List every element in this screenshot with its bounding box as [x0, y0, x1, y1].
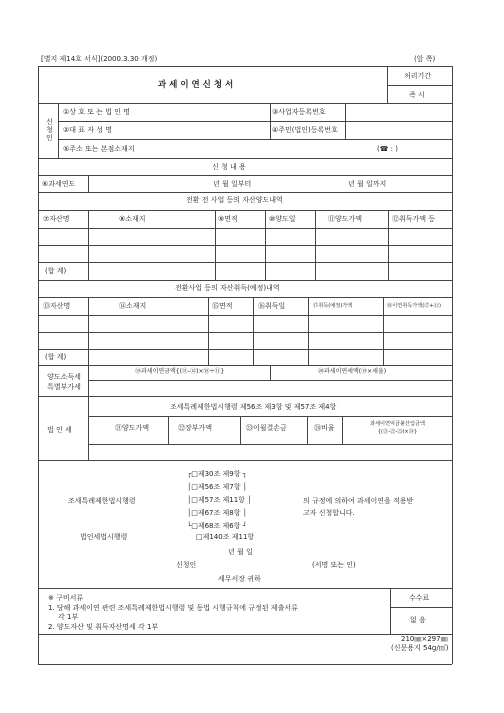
name-label: ①상 호 또 는 법 인 명 — [63, 108, 130, 116]
corp-tax-subtitle: 조세특례제한법시행령 제56조 제3항 및 제57조 제4항 — [170, 403, 337, 411]
docs-item-1a: 1. 당해 과세이연 관련 조세특례제한법시행령 및 동법 시행규칙에 규정된 제출서류 — [48, 604, 298, 612]
corp-col-transfer-price: ㉑양도가액 — [115, 424, 150, 432]
recipient: 세무서장 귀하 — [218, 575, 261, 583]
paper-size: 210㎜×297㎜ — [401, 635, 448, 643]
before-total-label: (합 계) — [45, 267, 67, 275]
after-total-label: (합 계) — [45, 353, 67, 361]
statute-item-corp: □제140조 제11항 — [196, 533, 255, 541]
before-col-location: ⑧소재지 — [119, 215, 146, 223]
sign-note: (서명 또는 인) — [312, 561, 356, 569]
after-col-deferred-price: ⑱이연취득가액(⑰+⑪) — [387, 303, 442, 309]
tax-year-to: 년 월 일까지 — [348, 180, 387, 188]
deferred-tax-col: ⑳과세이연세액(⑲×세율) — [318, 368, 387, 375]
section-content: 신 청 내 용 — [212, 163, 246, 171]
after-col-location: ⑭소재지 — [119, 302, 147, 310]
statute-item-1: ┌□제30조 제9항 ┐ — [187, 470, 247, 478]
docs-item-1b: 각 1부 — [58, 613, 79, 621]
after-col-acquire-date: ⑯취득일 — [258, 302, 286, 310]
biz-no-label: ③사업자등록번호 — [272, 108, 326, 116]
before-col-transfer-price: ⑪양도가액 — [328, 215, 363, 223]
tax-year-label: ⑥과세연도 — [42, 180, 76, 188]
statute-text-1: 의 규정에 의하여 과세이연을 적용받 — [303, 497, 414, 505]
paper-type: (신문용지 54g/㎡) — [391, 644, 449, 652]
statute-item-4: │□제67조 제8항 │ — [187, 509, 247, 517]
corp-tax-label: 법 인 세 — [47, 426, 72, 434]
after-col-asset: ⑬자산명 — [43, 302, 71, 310]
statute-law2: 법인세법시행령 — [80, 533, 128, 541]
statute-item-2: │□제56조 제7항 │ — [187, 483, 247, 491]
processing-value: 즉 시 — [409, 91, 425, 99]
statute-item-5: └□제68조 제6항 ┘ — [187, 522, 247, 530]
applicant-sign-label: 신청인 — [176, 561, 197, 569]
statute-item-3: │□제57조 제11항 │ — [187, 496, 252, 504]
processing-label: 처리기간 — [404, 72, 432, 80]
rep-label: ②대 표 자 성 명 — [63, 126, 112, 134]
date-line: 년 월 일 — [228, 548, 253, 556]
corp-col-book-value: ㉒장부가액 — [178, 424, 213, 432]
transfer-tax-label: 양도소득세 특별부가세 — [47, 373, 81, 391]
before-col-transfer-date: ⑩양도일 — [269, 215, 296, 223]
after-title: 전환사업 등의 자산취득(예정)내역 — [175, 284, 280, 292]
form-number: [별지 제14호 서식](2000.3.30 개정) — [41, 55, 158, 63]
after-col-acquire-price: ⑰취득(예정)가액 — [313, 303, 353, 309]
corp-col-ratio: ㉔비율 — [314, 424, 335, 432]
phone-label: (☎ : ) — [377, 145, 398, 153]
statute-text-2: 고자 신청합니다. — [303, 509, 355, 517]
docs-head: ※ 구비서류 — [48, 594, 84, 602]
fee-value: 없 음 — [410, 616, 426, 624]
docs-item-2: 2. 양도자산 및 취득자산명세 각 1부 — [48, 623, 159, 631]
before-col-area: ⑨면적 — [218, 215, 238, 223]
after-col-area: ⑮면적 — [212, 302, 233, 310]
corp-col-loss: ㉓이월결손금 — [246, 424, 287, 432]
before-title: 전환 전 사업 등의 자산양도내역 — [186, 196, 283, 204]
address-label: ⑤주소 또는 본점소재지 — [63, 145, 135, 153]
applicant-group-label: 신청인 — [46, 118, 53, 142]
statute-law1: 조세특례제한법시행령 — [68, 497, 136, 505]
rrn-label: ④주민(법인)등록번호 — [272, 126, 338, 134]
tax-year-from: 년 월 일부터 — [213, 180, 252, 188]
corp-col-deferred: 과세이연익금불산입금액 {(㉑-㉒-㉓)×㉔} — [369, 421, 426, 435]
before-col-asset: ⑦자산명 — [43, 215, 70, 223]
before-col-acquisition: ⑫취득가액 등 — [392, 215, 436, 223]
page-side: (앞 쪽) — [414, 55, 436, 63]
deferred-amount-col: ⑲과세이연금액{(⑪-⑫)×⑱÷⑪} — [135, 368, 225, 375]
fee-label: 수수료 — [409, 594, 430, 602]
form-title: 과 세 이 연 신 청 서 — [158, 80, 234, 90]
